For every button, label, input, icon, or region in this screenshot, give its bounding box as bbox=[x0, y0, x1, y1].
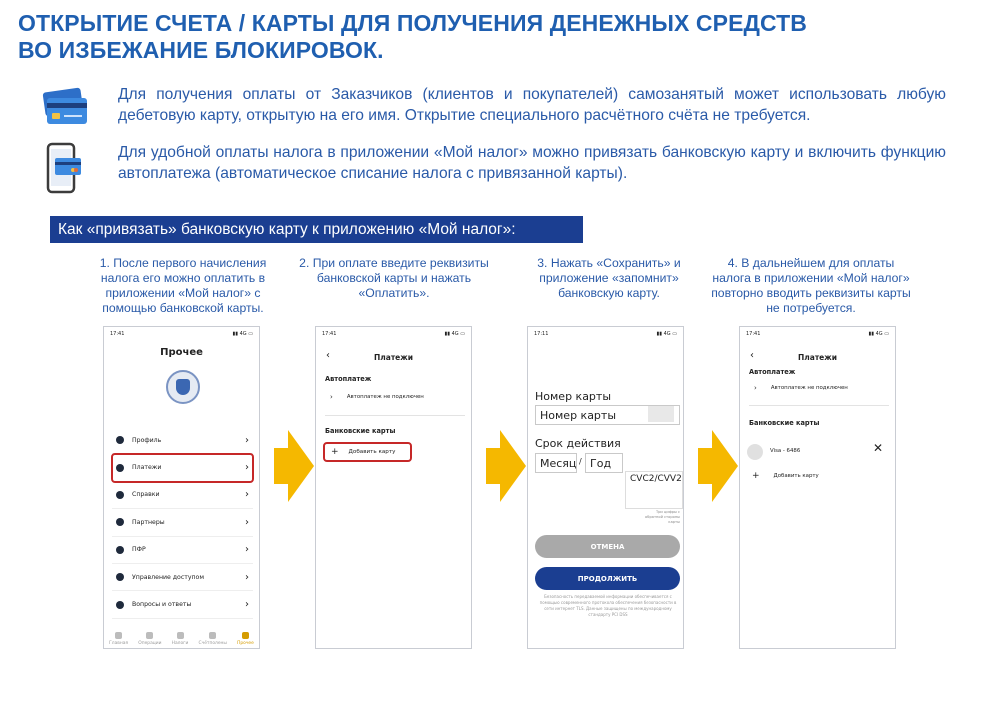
wallet-icon bbox=[116, 464, 124, 472]
phone-screen-payments-saved bbox=[739, 326, 896, 649]
add-card-button[interactable]: + Добавить карту bbox=[323, 442, 412, 462]
status-bar: 17:41 ▮▮ 4G ▭ bbox=[316, 327, 471, 341]
autopay-row[interactable]: › Автоплатеж не подключен bbox=[754, 384, 848, 392]
autopay-row[interactable]: › Автоплатеж не подключен bbox=[330, 393, 424, 401]
info-text-phone: Для удобной оплаты налога в приложении «Мой налог» можно привязать банковскую карту и включить функцию автоплатежа (автоматическое списание налога с привязанной карты). bbox=[118, 144, 946, 182]
chevron-right-icon: › bbox=[245, 462, 249, 474]
question-icon bbox=[116, 601, 124, 609]
screen-title: Платежи bbox=[374, 353, 413, 362]
more-icon bbox=[242, 632, 249, 639]
chevron-right-icon: › bbox=[330, 393, 333, 401]
continue-button[interactable]: ПРОДОЛЖИТЬ bbox=[535, 567, 680, 590]
section-banner: Как «привязать» банковскую карту к приложению «Мой налог»: bbox=[50, 216, 583, 243]
nav-accounts[interactable]: Счётполены bbox=[199, 632, 227, 646]
arrow-right-icon bbox=[712, 430, 738, 502]
menu-item-certificates[interactable]: Справки › bbox=[112, 482, 253, 509]
pfr-icon bbox=[116, 546, 124, 554]
cards-title: Банковские карты bbox=[749, 419, 820, 427]
accounts-icon bbox=[209, 632, 216, 639]
card-number-label: Номер карты bbox=[535, 390, 612, 403]
step-caption-3: 3. Нажать «Сохранить» и приложение «запомнит» банковскую карту. bbox=[537, 256, 681, 300]
plus-icon: + bbox=[331, 447, 339, 457]
arrow-stem bbox=[698, 448, 712, 484]
cancel-button[interactable]: ОТМЕНА bbox=[535, 535, 680, 558]
step-caption-2: 2. При оплате введите реквизиты банковской карты и нажать «Оплатить». bbox=[299, 256, 489, 300]
menu-item-partners[interactable]: Партнеры › bbox=[112, 509, 253, 536]
autopay-title: Автоплатеж bbox=[749, 368, 796, 376]
briefcase-icon bbox=[116, 518, 124, 526]
phone-with-card-icon bbox=[40, 142, 90, 194]
cvc-hint: Три цифры с обратной стороны карты bbox=[645, 510, 680, 524]
credit-cards-icon bbox=[40, 84, 90, 136]
status-bar: 17:11 ▮▮ 4G ▭ bbox=[528, 327, 683, 341]
cvc-input[interactable]: CVC2/CVV2 bbox=[625, 471, 683, 509]
nav-home[interactable]: Главная bbox=[109, 632, 128, 646]
step-caption-1: 1. После первого начисления налога его можно оплатить в приложении «Мой налог» с помощью банковской карты. bbox=[99, 256, 267, 315]
nav-taxes[interactable]: Налоги bbox=[172, 632, 189, 646]
info-row-phone bbox=[40, 142, 946, 194]
menu-item-faq[interactable]: Вопросы и ответы › bbox=[112, 591, 253, 618]
card-number-input[interactable]: Номер карты bbox=[535, 405, 680, 425]
key-icon bbox=[116, 573, 124, 581]
signal-icon: ▮▮ 4G ▭ bbox=[444, 331, 465, 337]
status-bar: 17:41 ▮▮ 4G ▭ bbox=[104, 327, 259, 341]
nav-other[interactable]: Прочее bbox=[237, 632, 254, 646]
autopay-title: Автоплатеж bbox=[325, 375, 372, 383]
home-icon bbox=[115, 632, 122, 639]
arrow-stem bbox=[486, 448, 500, 484]
chevron-right-icon: › bbox=[245, 516, 249, 528]
step-caption-4: 4. В дальнейшем для оплаты налога в приложении «Мой налог» повторно вводить реквизиты карты не потребуется. bbox=[711, 256, 911, 315]
taxes-icon bbox=[177, 632, 184, 639]
back-arrow-icon[interactable]: ‹ bbox=[750, 350, 754, 361]
phone-screen-card-form bbox=[527, 326, 684, 649]
add-card-row[interactable]: + Добавить карту bbox=[752, 471, 819, 481]
fns-emblem-icon bbox=[166, 370, 200, 404]
arrow-right-icon bbox=[288, 430, 314, 502]
saved-card-row[interactable]: Visa - 6486 bbox=[770, 448, 801, 454]
operations-icon bbox=[146, 632, 153, 639]
chevron-right-icon: › bbox=[245, 599, 249, 611]
phone-screen-payments bbox=[315, 326, 472, 649]
card-scan-icon[interactable] bbox=[648, 406, 674, 422]
divider bbox=[325, 415, 465, 416]
card-icon bbox=[747, 444, 763, 460]
month-input[interactable]: Месяц bbox=[535, 453, 577, 473]
info-row-cards bbox=[40, 84, 946, 136]
expiry-separator: / bbox=[579, 457, 582, 466]
cards-title: Банковские карты bbox=[325, 427, 396, 435]
close-icon[interactable]: ✕ bbox=[873, 441, 884, 455]
signal-icon: ▮▮ 4G ▭ bbox=[656, 331, 677, 337]
phone-screen-other bbox=[103, 326, 260, 649]
bottom-nav bbox=[104, 632, 259, 646]
security-note: Безопасность передаваемой информации обеспечивается с помощью современного протокола обеспечения безопасности в сети интернет TLS. Данные защищены по международному стандарту PCI DSS bbox=[539, 594, 677, 617]
chevron-right-icon: › bbox=[245, 489, 249, 501]
chevron-right-icon: › bbox=[245, 571, 249, 583]
info-text-cards: Для получения оплаты от Заказчиков (клиентов и покупателей) самозанятый может использовать любую дебетовую карту, открытую на его имя. Открытие специального расчётного счёта не требуется. bbox=[118, 86, 946, 124]
divider bbox=[749, 405, 889, 406]
screen-title: Платежи bbox=[798, 353, 837, 362]
menu-item-profile[interactable]: Профиль › bbox=[112, 427, 253, 454]
menu-list bbox=[112, 427, 253, 619]
page-title: ОТКРЫТИЕ СЧЕТА / КАРТЫ ДЛЯ ПОЛУЧЕНИЯ ДЕНЕЖНЫХ СРЕДСТВ ВО ИЗБЕЖАНИЕ БЛОКИРОВОК. bbox=[18, 10, 808, 63]
screen-title: Прочее bbox=[160, 347, 203, 358]
chevron-right-icon: › bbox=[245, 434, 249, 446]
back-arrow-icon[interactable]: ‹ bbox=[326, 350, 330, 361]
status-bar: 17:41 ▮▮ 4G ▭ bbox=[740, 327, 895, 341]
plus-icon: + bbox=[752, 471, 760, 481]
signal-icon: ▮▮ 4G ▭ bbox=[868, 331, 889, 337]
nav-operations[interactable]: Операции bbox=[138, 632, 161, 646]
year-input[interactable]: Год bbox=[585, 453, 623, 473]
menu-item-pfr[interactable]: ПФР › bbox=[112, 537, 253, 564]
menu-item-access[interactable]: Управление доступом › bbox=[112, 564, 253, 591]
chevron-right-icon: › bbox=[245, 544, 249, 556]
expiry-label: Срок действия bbox=[535, 437, 621, 450]
signal-icon: ▮▮ 4G ▭ bbox=[232, 331, 253, 337]
arrow-stem bbox=[274, 448, 288, 484]
chevron-right-icon: › bbox=[754, 384, 757, 392]
arrow-right-icon bbox=[500, 430, 526, 502]
profile-icon bbox=[116, 436, 124, 444]
document-icon bbox=[116, 491, 124, 499]
menu-item-payments[interactable]: Платежи › bbox=[112, 454, 253, 481]
